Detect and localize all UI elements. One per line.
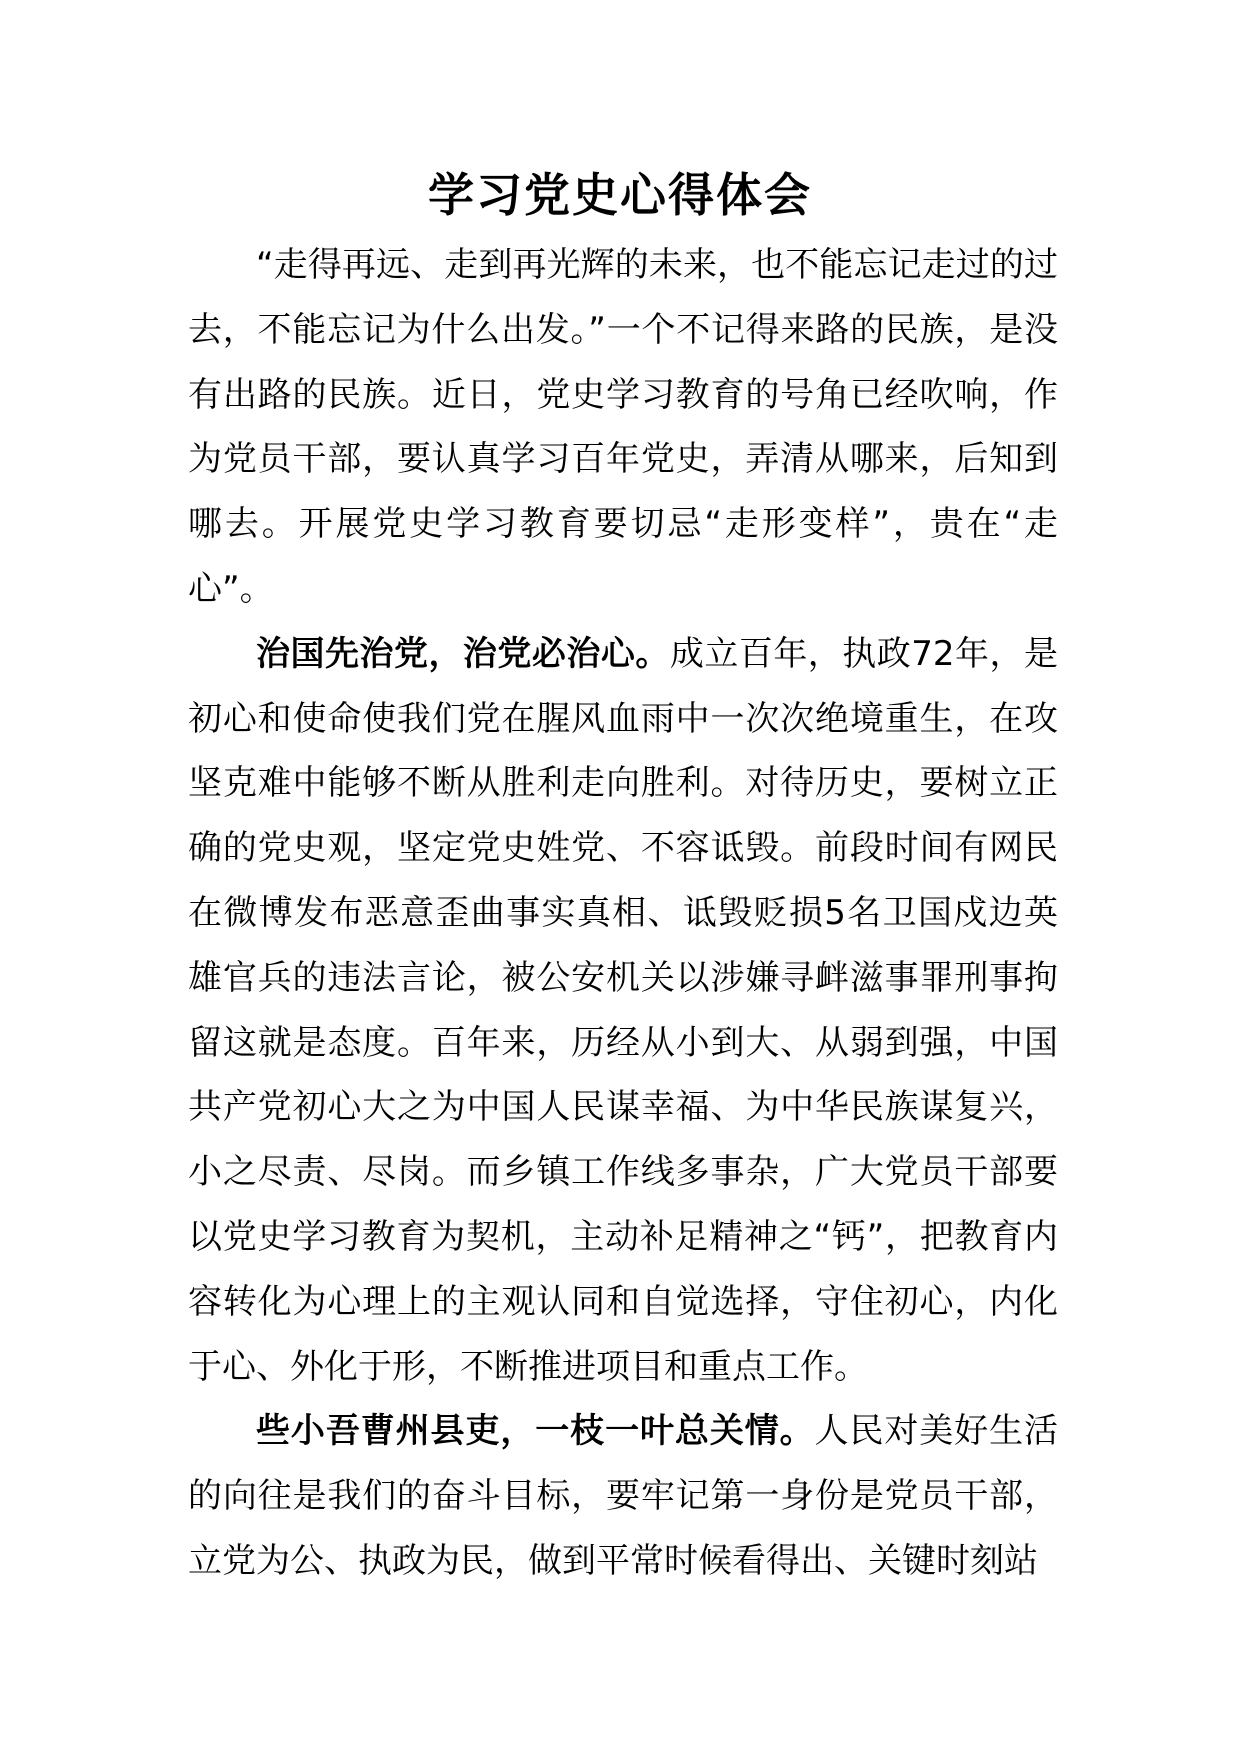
paragraph-text: 成立百年，执政72年，是初心和使命使我们党在腥风血雨中一次次绝境重生，在攻坚克难中能够不断从胜利走向胜利。对待历史，要树立正确的党史观，坚定党史姓党、不容诋毁。前段时间有网民在微博发布恶意歪曲事实真相、诋毁贬损5名卫国戍边英雄官兵的违法言论，被公安机关以涉嫌寻衅滋事罪刑事拘留这就是态度。百年来，历经从小到大、从弱到强，中国共产党初心大之为中国人民谋幸福、为中华民族谋复兴，小之尽责、尽岗。而乡镇工作线多事杂，广大党员干部要以党史学习教育为契机，主动补足精神之“钙”，把教育内容转化为心理上的主观认同和自觉选择，守住初心，内化于心、外化于形，不断推进项目和重点工作。 [188,633,1059,1387]
paragraph-lead: 些小吾曹州县吏，一枝一叶总关情。 [256,1411,815,1452]
document-body [188,233,1058,1594]
paragraph-lead: 治国先治党，治党必治心。 [256,633,670,674]
paragraph-governance [188,622,1058,1400]
paragraph-people [188,1399,1058,1593]
paragraph-text: “走得再远、走到再光辉的未来，也不能忘记走过的过去，不能忘记为什么出发。”一个不记得来路的民族，是没有出路的民族。近日，党史学习教育的号角已经吹响，作为党员干部，要认真学习百年党史，弄清从哪来，后知到哪去。开展党史学习教育要切忌“走形变样”，贵在“走心”。 [188,245,1058,609]
paragraph-text: 人民对美好生活的向往是我们的奋斗目标，要牢记第一身份是党员干部，立党为公、执政为民，做到平常时候看得出、关键时刻站 [188,1411,1059,1581]
paragraph-intro [188,233,1058,622]
document-title: 学习党史心得体会 [428,168,812,222]
